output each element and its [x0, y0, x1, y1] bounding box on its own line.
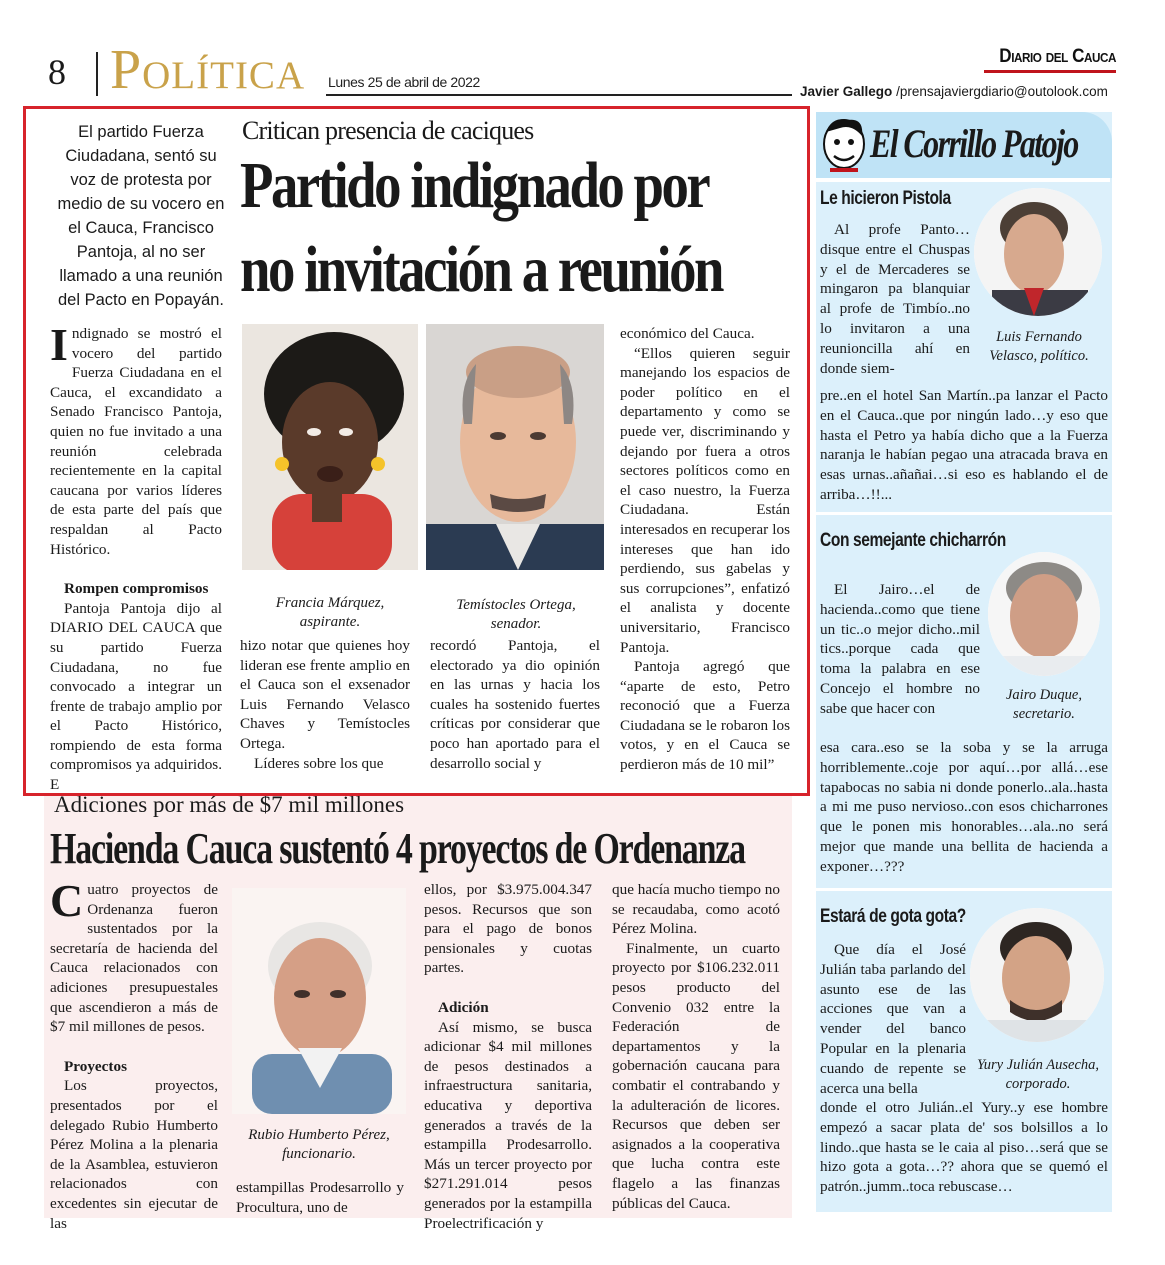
col4-paragraph-1: que hacía mucho tiempo no se recaudaba, como acotó Pérez Molina.	[612, 881, 780, 938]
article-kicker: Critican presencia de caciques	[242, 116, 534, 145]
sidebar-white-edge	[816, 178, 1110, 182]
subheading-adicion: Adición	[438, 998, 489, 1016]
header-divider	[96, 52, 98, 96]
photo-caption-temistocles	[428, 596, 604, 634]
col3-paragraph-1: recordó Pantoja, el electorado ya dio opinión en las urnas y hacia los cuales ha sostenido fuertes críticas por considerar que poco han aportado para el desarrollo social y	[430, 637, 600, 772]
col4-paragraph-2: “Ellos quieren seguir manejando los espacios de poder político en el departamento y como se puede ver, discriminando y dejando por fuera a otros sectores políticos como en el caso nuestro, la Fuerza Ciudadana. Están interesados en recuperar los intereses que han ido perdiendo, sus gabelas y sus corrupciones”, enfatizó el analista y docente universitario, Francisco Pantoja.	[620, 344, 790, 656]
sidebar-text-2a	[820, 580, 980, 719]
issue-date: Lunes 25 de abril de 2022	[328, 74, 480, 90]
col1-paragraph-2: Los proyectos, presentados por el delegado Rubio Humberto Pérez Molina a la plenaria de la Asamblea, estuvieron relacionados con excedentes sin ejecutar de las	[50, 1077, 218, 1232]
author-name: Javier Gallego	[800, 84, 893, 99]
article2-headline: Hacienda Cauca sustentó 4 proyectos de Ordenanza	[50, 824, 745, 873]
page-header	[0, 0, 1165, 108]
caption-role: corporado.	[1005, 1076, 1071, 1092]
paper-name: Diario del Cauca	[999, 46, 1116, 67]
author-line	[800, 84, 1108, 99]
article-column-3	[430, 636, 600, 773]
article-hacienda	[44, 792, 792, 1232]
author-email[interactable]: /prensajaviergdiario@outolook.com	[896, 84, 1108, 99]
col2-paragraph-1: hizo notar que quienes hoy lideran ese frente amplio en el Cauca son el exsenador Luis Fernando Velasco Chaves y Temístocles Ortega.	[240, 637, 410, 752]
sidebar-divider	[816, 888, 1112, 891]
article-column-1	[50, 319, 222, 795]
col3-paragraph-2: Así mismo, se busca adicionar $4 mil millones de pesos destinados a infraestructura sanitaria, educativa y deportiva generados a través de la estampilla Prodesarrollo. Más un tercer proyecto por $271.291.014 pesos generados por la estampilla Proelectrificación y	[424, 1018, 592, 1232]
article2-column-3	[424, 880, 592, 1233]
caption-name: Luis Fernando	[996, 329, 1082, 345]
col3-paragraph-1: ellos, por $3.975.004.347 pesos. Recursos que son para el pago de bonos pensionales y cuotas partes.	[424, 881, 592, 977]
caption-jairo-duque	[984, 686, 1104, 724]
caption-name: Temístocles Ortega,	[456, 597, 576, 613]
col1-paragraph-1: ndignado se mostró el vocero del partido Fuerza Ciudadana en el Cauca, el excandidato a Senado Francisco Pantoja, quien no fue invitado a una reunión celebrada recientemente en la capital caucana por varios líderes de esta parte del país que respaldan al Pacto Histórico.	[50, 325, 222, 558]
photo-icon	[426, 324, 604, 570]
sidebar-paragraph: El Jairo…el de hacienda..como que tiene un tic..o mejor dicho..mil tics..porque cada que toma la palabra en ese Concejo el hombre no sabe que hacer con	[820, 581, 980, 717]
sidebar-paragraph: pre..en el hotel San Martín..pa lanzar el Pacto en el Cauca..que por ningún lado…y eso que hasta el Petro ya había dicho que a la Fuerza naranja le habían pegao una atracada brava en esas urnas..añañai…si eso es hablando el de arriba…!!...	[820, 387, 1108, 503]
caption-yury-julian	[966, 1056, 1110, 1094]
caption-name: Francia Márquez,	[275, 595, 385, 611]
caption-name: Rubio Humberto Pérez,	[248, 1127, 390, 1143]
sidebar-paragraph: donde el otro Julián..el Yury..y ese hombre empezó a sacar plata de' sos bolsillos a lo lindo..que hasta se le caia al piso…será que se hizo gota a gota…?? ahora que se quemó el patrón..jumm..toca rebuscase…	[820, 1099, 1108, 1196]
photo-rubio-humberto	[232, 888, 406, 1114]
photo-caption-francia	[242, 594, 418, 632]
page-number: 8	[48, 52, 66, 92]
subheading-rompen: Rompen compromisos	[64, 580, 209, 598]
caption-name: Yury Julián Ausecha,	[976, 1057, 1100, 1073]
photo-icon	[232, 888, 406, 1114]
col2-paragraph-2: Líderes sobre los que	[254, 754, 384, 772]
article2-column-2	[236, 1178, 404, 1217]
article-fuerza-ciudadana	[24, 106, 812, 796]
header-rule	[326, 94, 792, 96]
caption-role: aspirante.	[299, 614, 361, 630]
article2-column-4	[612, 880, 780, 1213]
sidebar-text-3b	[820, 1098, 1108, 1197]
sidebar-title: El Corrillo Patojo	[870, 121, 1078, 166]
sidebar-title-bar	[816, 112, 1112, 178]
article-column-4	[620, 324, 790, 775]
caption-luis-fernando	[972, 328, 1106, 366]
caption-name: Jairo Duque,	[1006, 687, 1082, 703]
photo-icon	[974, 188, 1102, 316]
avatar-yury-julian	[970, 908, 1104, 1042]
photo-francia-marquez	[242, 324, 418, 570]
cartoon-face-icon	[818, 114, 870, 176]
sidebar-text-2b	[820, 738, 1108, 877]
sidebar-text-1b	[820, 386, 1108, 505]
sidebar-paragraph: Que día el José Julián taba parlando del asunto ese de las acciones que van a vender del banco Popular en la plenaria cuando de repente se acerca una bella	[820, 941, 966, 1097]
col4-paragraph-3: Pantoja agregó que “aparte de esto, Petro reconoció que a Fuerza Ciudadana se le robaron los votos, y en el Cauca se perdieron más de 10 mil”	[620, 658, 790, 774]
col1-paragraph-1: uatro proyectos de Ordenanza fueron sustentados por la secretaría de hacienda del Cauca relacionados con adiciones presupuestales que ascendieron a más de $7 mil millones de pesos.	[50, 881, 218, 1036]
col4-paragraph-1: económico del Cauca.	[620, 325, 755, 342]
paper-name-underline	[984, 70, 1116, 73]
section-title: Política	[110, 39, 306, 101]
paper-logo	[984, 46, 1116, 73]
sidebar-paragraph: Al profe Panto… disque entre el Chuspas y el de Mercaderes se mingaron pa blanquiar al profe de Timbío..no lo invitaron a una reunioncilla ahí en donde siem-	[820, 221, 970, 377]
sidebar-text-1a	[820, 220, 970, 378]
caption-role: Velasco, político.	[989, 348, 1089, 364]
photo-caption-rubio	[230, 1126, 408, 1164]
col2-paragraph-1: estampillas Prodesarrollo y Procultura, uno de	[236, 1179, 404, 1216]
photo-icon	[242, 324, 418, 570]
col4-paragraph-2: Finalmente, un cuarto proyecto por $106.232.011 pesos producto del Convenio 032 entre la Federación de departamentos y la gobernación caucana para combatir el contrabando y la adulteración de licores. Recursos que deben ser asignados a la cooperativa que lucha contra este flagelo a las finanzas públicas del Cauca.	[612, 939, 780, 1212]
subheading-proyectos: Proyectos	[64, 1057, 127, 1075]
drop-cap: I	[50, 319, 68, 370]
caption-role: funcionario.	[282, 1146, 356, 1162]
caption-role: senador.	[490, 616, 542, 632]
avatar-luis-fernando	[974, 188, 1102, 316]
sidebar-heading-1: Le hicieron Pistola	[820, 188, 951, 209]
sidebar-corrillo	[816, 112, 1112, 1212]
article-column-2	[240, 636, 410, 773]
sidebar-heading-3: Estará de gota gota?	[820, 906, 966, 927]
article2-column-1	[50, 875, 218, 1233]
sidebar-divider	[816, 512, 1112, 515]
headline-line-2: no invitación a reunión	[240, 233, 723, 306]
drop-cap: C	[50, 875, 84, 926]
sidebar-heading-2: Con semejante chicharrón	[820, 530, 1006, 551]
photo-icon	[988, 552, 1100, 676]
photo-icon	[970, 908, 1104, 1042]
sidebar-text-3a	[820, 940, 966, 1098]
photo-temistocles-ortega	[426, 324, 604, 570]
article2-kicker: Adiciones por más de $7 mil millones	[54, 792, 405, 817]
article-headline	[240, 144, 723, 312]
headline-line-1: Partido indignado por	[240, 149, 709, 222]
caption-role: secretario.	[1013, 706, 1075, 722]
avatar-jairo-duque	[988, 552, 1100, 676]
article-summary: El partido Fuerza Ciudadana, sentó su voz de protesta por medio de su vocero en el Cauca, Francisco Pantoja, al no ser llamado a una reunión del Pacto en Popayán.	[57, 123, 225, 309]
col1-paragraph-2: Pantoja Pantoja dijo al DIARIO DEL CAUCA que su partido Fuerza Ciudadana, no fue convocado a integrar un frente de trabajo amplio por el Pacto Histórico, rompiendo de esta forma compromisos ya adquiridos. E	[50, 599, 222, 794]
sidebar-paragraph: esa cara..eso se la soba y se la arruga horriblemente..coje por aquí…por allá…ese tapabocas no sabia ni donde ponerlo..ala..hasta a mi me puso nervioso..con esos chicharrones que le ponen mis honorables…ala..no será mejor que mande una bellita de hacienda a exponer…???	[820, 739, 1108, 875]
